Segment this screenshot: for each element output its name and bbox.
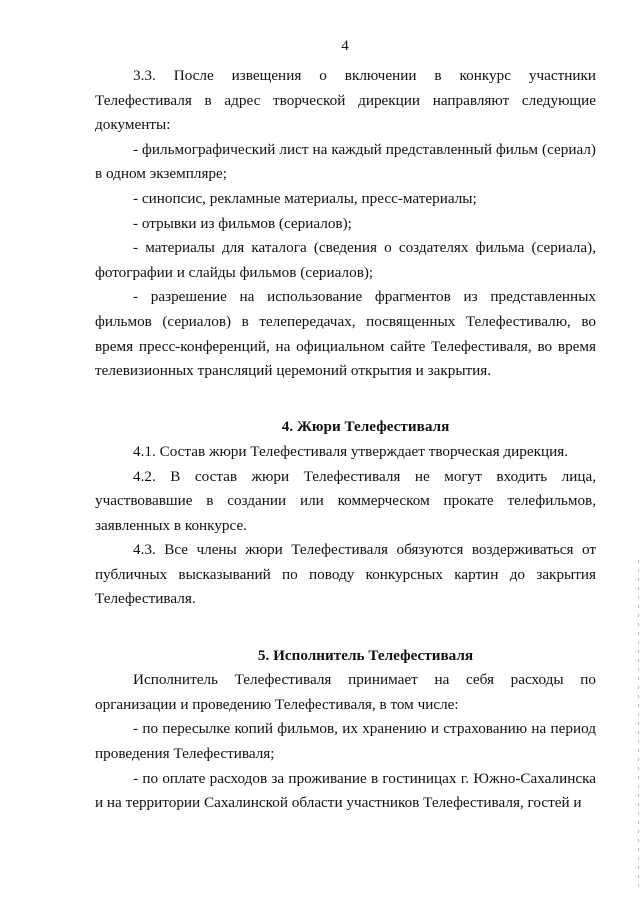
section3-item-catalog: - материалы для каталога (сведения о создателях фильма (сериала), фотографии и слайды фильмов (сериалов);	[95, 239, 596, 281]
page-number: 4	[341, 38, 349, 54]
section-spacer	[95, 612, 596, 637]
section-spacer	[95, 637, 596, 644]
section-spacer	[95, 408, 596, 415]
section5-heading: 5. Исполнитель Телефестиваля	[257, 646, 474, 664]
section3-item-filmography: - фильмографический лист на каждый представленный фильм (сериал) в одном экземпляре;	[95, 140, 596, 183]
section3-intro-paragraph: 3.3. После извещения о включении в конкурс участники Телефестиваля в адрес творческой дирекции направляют следующие документы:	[95, 67, 596, 134]
section4-heading: 4. Жюри Телефестиваля	[281, 418, 450, 436]
section5-paragraph-1: Исполнитель Телефестиваля принимает на себя расходы по организации и проведению Телефестиваля, в том числе:	[95, 671, 596, 713]
document-body	[95, 64, 596, 816]
section-spacer	[95, 384, 596, 409]
section4-paragraph-3: 4.3. Все члены жюри Телефестиваля обязуются воздерживаться от публичных высказываний по поводу конкурсных картин до закрытия Телефестиваля.	[95, 541, 596, 608]
section5-paragraph-3: - по оплате расходов за проживание в гостиницах г. Южно-Сахалинска и на территории Сахалинской области участников Телефестиваля, гостей и	[95, 769, 596, 812]
scan-edge-mark	[638, 560, 639, 890]
section5-paragraph-2: - по пересылке копий фильмов, их хранению и страхованию на период проведения Телефестиваля;	[95, 720, 596, 763]
section4-paragraph-2: 4.2. В состав жюри Телефестиваля не могут входить лица, участвовавшие в создании или коммерческом прокате телефильмов, заявленных в конкурсе.	[95, 467, 596, 534]
section3-item-synopsis: - синопсис, рекламные материалы, пресс-материалы;	[133, 189, 477, 207]
section3-item-excerpts: - отрывки из фильмов (сериалов);	[133, 214, 352, 232]
section3-item-permission: - разрешение на использование фрагментов из представленных фильмов (сериалов) в телепередачах, посвященных Телефестивалю, во время пресс-конференций, на официальном сайте Телефестиваля, во время телевизионных трансляций церемоний открытия и закрытия.	[95, 288, 596, 380]
section4-paragraph-1: 4.1. Состав жюри Телефестиваля утверждает творческая дирекция.	[133, 442, 569, 460]
